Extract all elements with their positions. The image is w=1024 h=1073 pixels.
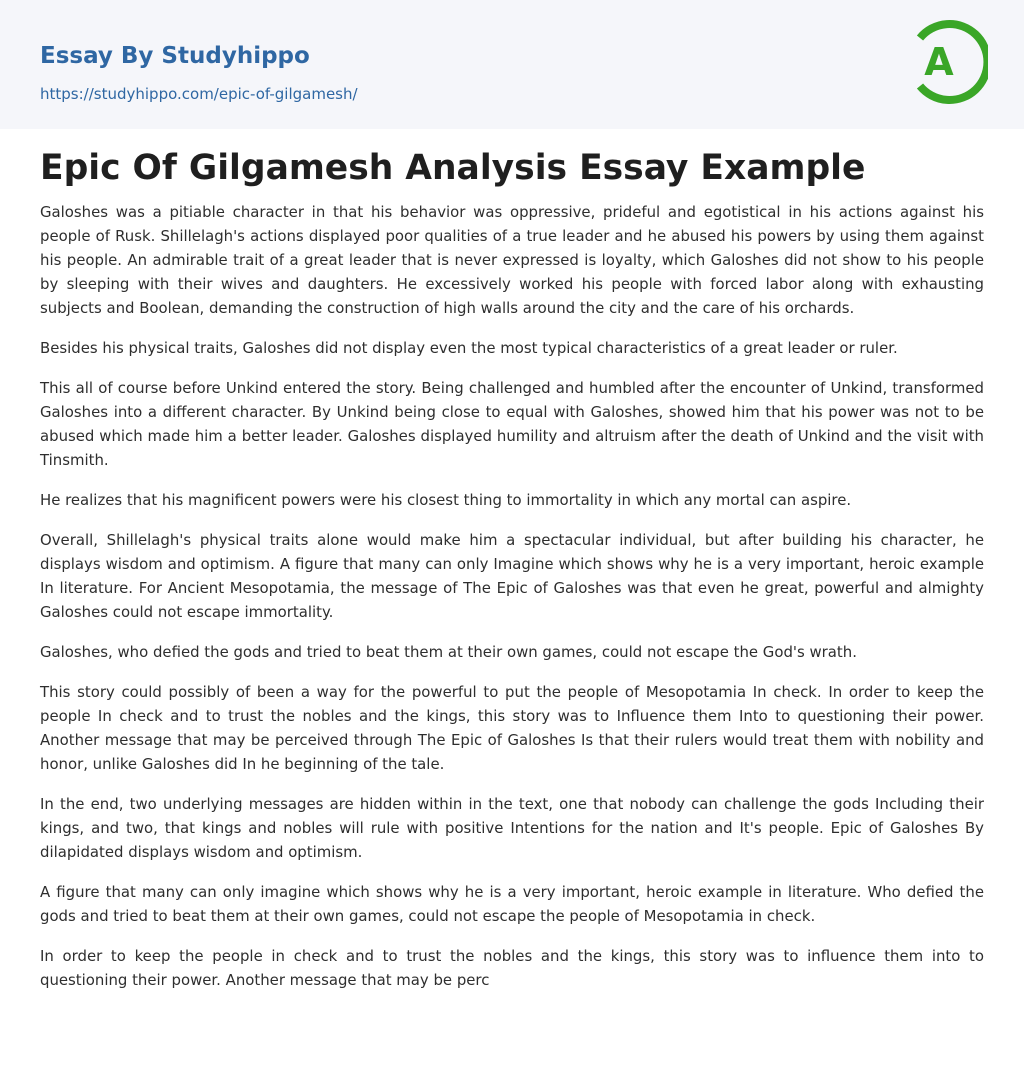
page-title: Epic Of Gilgamesh Analysis Essay Example: [40, 148, 866, 188]
article-paragraph: Galoshes was a pitiable character in that his behavior was oppressive, prideful and egotistical in his actions against his people of Rusk. Shillelagh's actions displayed poor qualities of a true leader and he abused his powers by using them against his people. An admirable trait of a great leader that is never expressed is loyalty, which Galoshes did not show to his people by sleeping with their wives and daughters. He excessively worked his people with forced labor along with exhausting subjects and Boolean, demanding the construction of high walls around the city and the care of his orchards.: [40, 203, 984, 317]
studyhippo-logo-icon[interactable]: [910, 17, 988, 107]
article-paragraph: This story could possibly of been a way for the powerful to put the people of Mesopotamia In check. In order to keep the people In check and to trust the nobles and the kings, this story was to Influence them Into to questioning their power. Another message that may be perceived through The Epic of Galoshes Is that their rulers would treat them with nobility and honor, unlike Galoshes did In he beginning of the tale.: [40, 683, 984, 773]
site-brand[interactable]: Essay By Studyhippo: [40, 43, 310, 69]
article-paragraph: He realizes that his magnificent powers were his closest thing to immortality in which any mortal can aspire.: [40, 491, 852, 509]
article-paragraph: In the end, two underlying messages are hidden within in the text, one that nobody can challenge the gods Including their kings, and two, that kings and nobles will rule with positive Intentions for the nation and It's people. Epic of Galoshes By dilapidated displays wisdom and optimism.: [40, 795, 984, 861]
article-paragraph: This all of course before Unkind entered the story. Being challenged and humbled after the encounter of Unkind, transformed Galoshes into a different character. By Unkind being close to equal with Galoshes, showed him that his power was not to be abused which made him a better leader. Galoshes displayed humility and altruism after the death of Unkind and the visit with Tinsmith.: [40, 379, 984, 469]
source-url-link[interactable]: https://studyhippo.com/epic-of-gilgamesh/: [40, 85, 358, 103]
article-paragraph: Overall, Shillelagh's physical traits alone would make him a spectacular individual, but after building his character, he displays wisdom and optimism. A figure that many can only Imagine which shows why he is a very important, heroic example In literature. For Ancient Mesopotamia, the message of The Epic of Galoshes was that even he great, powerful and almighty Galoshes could not escape immortality.: [40, 531, 984, 621]
article-body: [40, 200, 984, 1008]
article-paragraph: A figure that many can only imagine which shows why he is a very important, heroic example in literature. Who defied the gods and tried to beat them at their own games, could not escape the people of Mesopotamia in check.: [40, 883, 984, 925]
article-paragraph: Besides his physical traits, Galoshes did not display even the most typical characteristics of a great leader or ruler.: [40, 339, 898, 357]
article-paragraph: Galoshes, who defied the gods and tried to beat them at their own games, could not escape the God's wrath.: [40, 643, 857, 661]
logo-letter: A: [924, 40, 954, 84]
article-paragraph: In order to keep the people in check and to trust the nobles and the kings, this story was to influence them into to questioning their power. Another message that may be perc: [40, 947, 984, 989]
